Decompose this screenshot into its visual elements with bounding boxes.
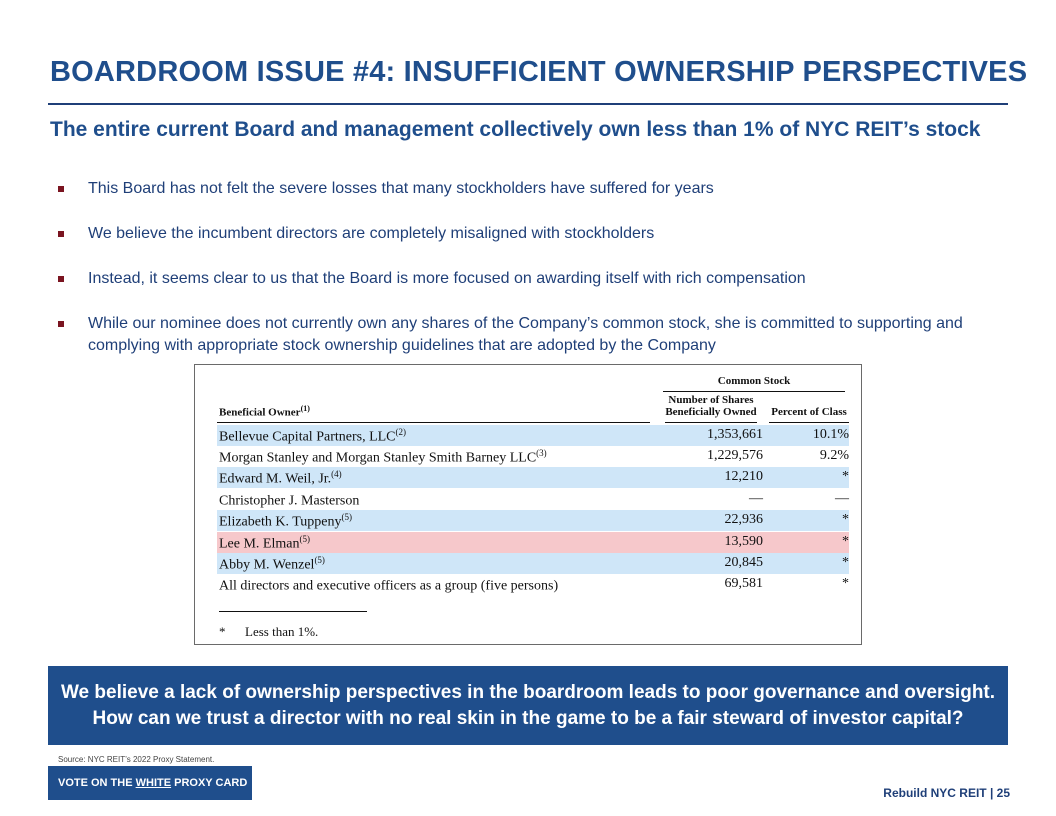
- table-row: [217, 574, 849, 595]
- bullet-text: Instead, it seems clear to us that the Board is more focused on awarding itself with rich compensation: [88, 270, 806, 287]
- shares-cell: 1,229,576: [707, 448, 763, 463]
- page-title: BOARDROOM ISSUE #4: INSUFFICIENT OWNERSHIP PERSPECTIVES: [50, 56, 1028, 88]
- bullet-text: This Board has not felt the severe losses that many stockholders have suffered for years: [88, 180, 714, 197]
- ownership-table: [194, 364, 862, 645]
- percent-cell: *: [842, 512, 849, 527]
- source-note: Source: NYC REIT’s 2022 Proxy Statement.: [58, 755, 215, 764]
- table-group-header: Common Stock: [717, 375, 791, 387]
- header-rule-shares: [665, 422, 757, 423]
- percent-cell: —: [835, 491, 849, 506]
- bullet-item: [58, 268, 1008, 290]
- table-row: [217, 532, 849, 553]
- shares-cell: 13,590: [724, 534, 763, 549]
- bullet-item: [58, 313, 1008, 357]
- owner-cell: Elizabeth K. Tuppeny$^{(5)}$: [219, 512, 352, 530]
- table-row: [217, 446, 849, 467]
- callout-banner: [48, 666, 1008, 745]
- owner-cell: All directors and executive officers as a group (five persons): [219, 578, 559, 594]
- bullet-list: [58, 178, 1008, 380]
- shares-cell: 1,353,661: [707, 427, 763, 442]
- percent-cell: *: [842, 469, 849, 484]
- header-rule-owner: [217, 422, 650, 423]
- owner-cell: Edward M. Weil, Jr.$^{(4)}$: [219, 469, 342, 487]
- percent-cell: 10.1%: [812, 427, 849, 442]
- group-header-rule: [663, 391, 845, 392]
- bullet-item: [58, 223, 1008, 245]
- table-row: [217, 510, 849, 531]
- square-bullet-icon: [58, 231, 64, 237]
- percent-cell: *: [842, 534, 849, 549]
- title-divider: [48, 103, 1008, 105]
- square-bullet-icon: [58, 321, 64, 327]
- table-footnote: * Less than 1%.: [219, 624, 319, 639]
- col-header-shares: Number of Shares Beneficially Owned: [665, 394, 757, 418]
- callout-line: We believe a lack of ownership perspectives in the boardroom leads to poor governance and oversight.: [60, 682, 996, 703]
- bullet-item: [58, 178, 1008, 200]
- shares-cell: 22,936: [724, 512, 763, 527]
- page-subtitle: The entire current Board and management collectively own less than 1% of NYC REIT’s stock: [50, 118, 981, 141]
- footer-page-label: Rebuild NYC REIT | 25: [883, 786, 1010, 800]
- header-rule-percent: [769, 422, 849, 423]
- square-bullet-icon: [58, 186, 64, 192]
- table-row: [217, 489, 849, 510]
- bullet-text: While our nominee does not currently own any shares of the Company’s common stock, she is committed to supporting and complying with appropriate stock ownership guidelines that are adopted by the Company: [88, 315, 963, 354]
- owner-cell: Bellevue Capital Partners, LLC$^{(2)}$: [219, 427, 407, 445]
- owner-cell: Abby M. Wenzel$^{(5)}$: [219, 555, 325, 573]
- percent-cell: *: [842, 576, 849, 591]
- bullet-text: We believe the incumbent directors are completely misaligned with stockholders: [88, 225, 655, 242]
- shares-cell: 69,581: [724, 576, 763, 591]
- percent-cell: 9.2%: [819, 448, 849, 463]
- owner-cell: Lee M. Elman$^{(5)}$: [219, 534, 310, 552]
- vote-proxy-card-banner: VOTE ON THE WHITE PROXY CARD: [48, 766, 252, 800]
- col-header-owner: Beneficial Owner$^{(1)}$: [219, 404, 310, 419]
- table-row: [217, 553, 849, 574]
- table-row: [217, 425, 849, 446]
- owner-cell: Morgan Stanley and Morgan Stanley Smith Barney LLC$^{(3)}$: [219, 448, 547, 466]
- col-header-percent: Percent of Class: [771, 406, 847, 418]
- shares-cell: 12,210: [724, 469, 763, 484]
- callout-line: How can we trust a director with no real skin in the game to be a fair steward of investor capital?: [92, 708, 964, 729]
- shares-cell: 20,845: [724, 555, 763, 570]
- square-bullet-icon: [58, 276, 64, 282]
- footnote-rule: [219, 611, 367, 612]
- percent-cell: *: [842, 555, 849, 570]
- shares-cell: —: [749, 491, 763, 506]
- owner-cell: Christopher J. Masterson: [219, 493, 360, 509]
- table-row: [217, 467, 849, 488]
